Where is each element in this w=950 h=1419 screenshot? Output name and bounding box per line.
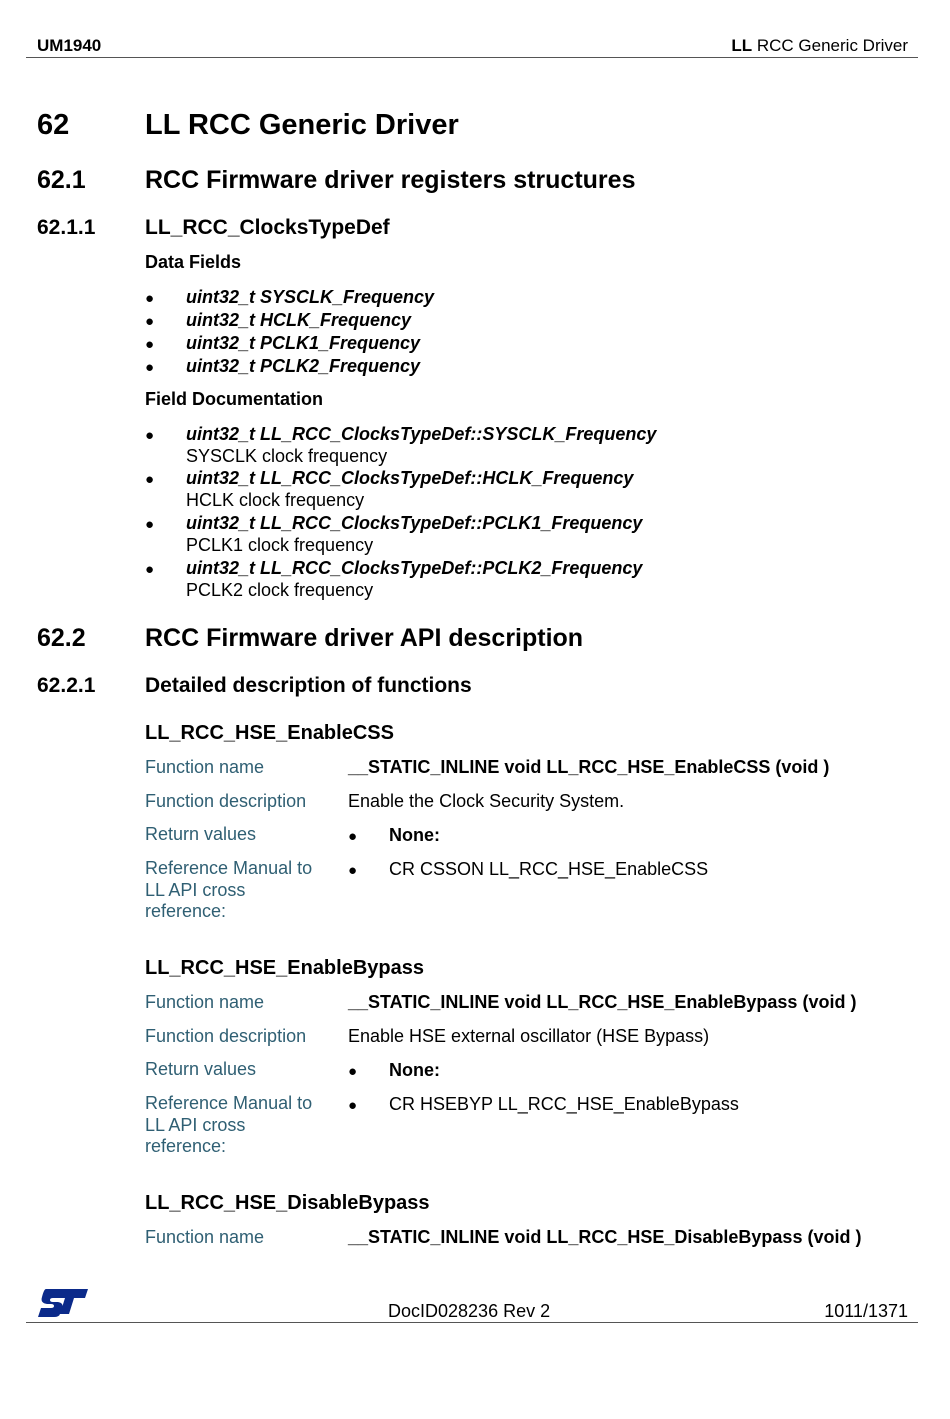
bullet-icon: ● — [348, 1063, 358, 1080]
function-description-value: Enable HSE external oscillator (HSE Bypass) — [348, 1026, 710, 1046]
reference-label-line: Reference Manual to — [145, 1093, 313, 1113]
field-doc-description: HCLK clock frequency — [186, 490, 365, 510]
footer-rule — [26, 1322, 918, 1323]
reference-label — [145, 858, 312, 923]
bullet-icon: ● — [145, 516, 155, 533]
field-doc-description: PCLK1 clock frequency — [186, 535, 374, 555]
reference-value: CR HSEBYP LL_RCC_HSE_EnableBypass — [389, 1094, 739, 1114]
bullet-icon: ● — [145, 561, 155, 578]
subsection-title: LL_RCC_ClocksTypeDef — [145, 216, 390, 239]
field-doc-signature: uint32_t LL_RCC_ClocksTypeDef::HCLK_Frequency — [186, 468, 634, 488]
bullet-icon: ● — [145, 471, 155, 488]
field-doc-signature: uint32_t LL_RCC_ClocksTypeDef::PCLK1_Frequency — [186, 513, 643, 533]
header-title — [731, 36, 908, 56]
data-field-item: uint32_t PCLK1_Frequency — [186, 333, 421, 353]
field-doc-description: SYSCLK clock frequency — [186, 446, 388, 466]
st-logo-icon — [36, 1286, 90, 1320]
chapter-number: 62 — [37, 109, 70, 141]
subsection-number: 62.1.1 — [37, 216, 96, 239]
function-description-label: Function description — [145, 791, 307, 811]
footer-doc-id: DocID028236 Rev 2 — [388, 1301, 551, 1321]
function-name-value: __STATIC_INLINE void LL_RCC_HSE_DisableBypass (void ) — [348, 1227, 862, 1247]
function-description-value: Enable the Clock Security System. — [348, 791, 625, 811]
bullet-icon: ● — [348, 1097, 358, 1114]
return-values-label: Return values — [145, 1059, 257, 1079]
function-name-label: Function name — [145, 1227, 265, 1247]
footer-page-number: 1011/1371 — [824, 1301, 908, 1321]
bullet-icon: ● — [145, 427, 155, 444]
reference-label-line: reference: — [145, 901, 227, 921]
subsection-number: 62.2.1 — [37, 674, 96, 697]
subsection-title: Detailed description of functions — [145, 674, 472, 697]
reference-label-line: Reference Manual to — [145, 858, 313, 878]
section-title: RCC Firmware driver API description — [145, 624, 584, 652]
section-number: 62.2 — [37, 624, 86, 652]
return-values-label: Return values — [145, 824, 257, 844]
function-title: LL_RCC_HSE_EnableCSS — [145, 722, 394, 744]
function-name-value: __STATIC_INLINE void LL_RCC_HSE_EnableCSS (void ) — [348, 757, 830, 777]
bullet-icon: ● — [145, 313, 155, 330]
data-field-item: uint32_t PCLK2_Frequency — [186, 356, 421, 376]
header-title-rest: RCC Generic Driver — [752, 36, 908, 55]
header-rule — [26, 57, 918, 58]
field-doc-description: PCLK2 clock frequency — [186, 580, 374, 600]
return-value: None: — [389, 1060, 440, 1080]
function-description-label: Function description — [145, 1026, 307, 1046]
bullet-icon: ● — [348, 862, 358, 879]
data-field-item: uint32_t SYSCLK_Frequency — [186, 287, 435, 307]
function-name-label: Function name — [145, 757, 265, 777]
section-title: RCC Firmware driver registers structures — [145, 166, 636, 194]
reference-label-line: reference: — [145, 1136, 227, 1156]
section-number: 62.1 — [37, 166, 86, 194]
header-doc-code: UM1940 — [37, 36, 102, 55]
function-name-label: Function name — [145, 992, 265, 1012]
data-fields-label: Data Fields — [145, 252, 242, 272]
bullet-icon: ● — [145, 290, 155, 307]
function-title: LL_RCC_HSE_DisableBypass — [145, 1192, 430, 1214]
data-field-item: uint32_t HCLK_Frequency — [186, 310, 412, 330]
header-title-bold: LL — [731, 36, 753, 55]
bullet-icon: ● — [348, 828, 358, 845]
field-doc-signature: uint32_t LL_RCC_ClocksTypeDef::SYSCLK_Frequency — [186, 424, 657, 444]
reference-label — [145, 1093, 312, 1158]
field-doc-signature: uint32_t LL_RCC_ClocksTypeDef::PCLK2_Frequency — [186, 558, 643, 578]
function-title: LL_RCC_HSE_EnableBypass — [145, 957, 424, 979]
bullet-icon: ● — [145, 359, 155, 376]
function-name-value: __STATIC_INLINE void LL_RCC_HSE_EnableBypass (void ) — [348, 992, 857, 1012]
reference-value: CR CSSON LL_RCC_HSE_EnableCSS — [389, 859, 709, 879]
reference-label-line: LL API cross — [145, 1114, 246, 1135]
bullet-icon: ● — [145, 336, 155, 353]
chapter-title: LL RCC Generic Driver — [145, 109, 459, 141]
field-documentation-label: Field Documentation — [145, 389, 324, 409]
return-value: None: — [389, 825, 440, 845]
reference-label-line: LL API cross — [145, 879, 246, 900]
